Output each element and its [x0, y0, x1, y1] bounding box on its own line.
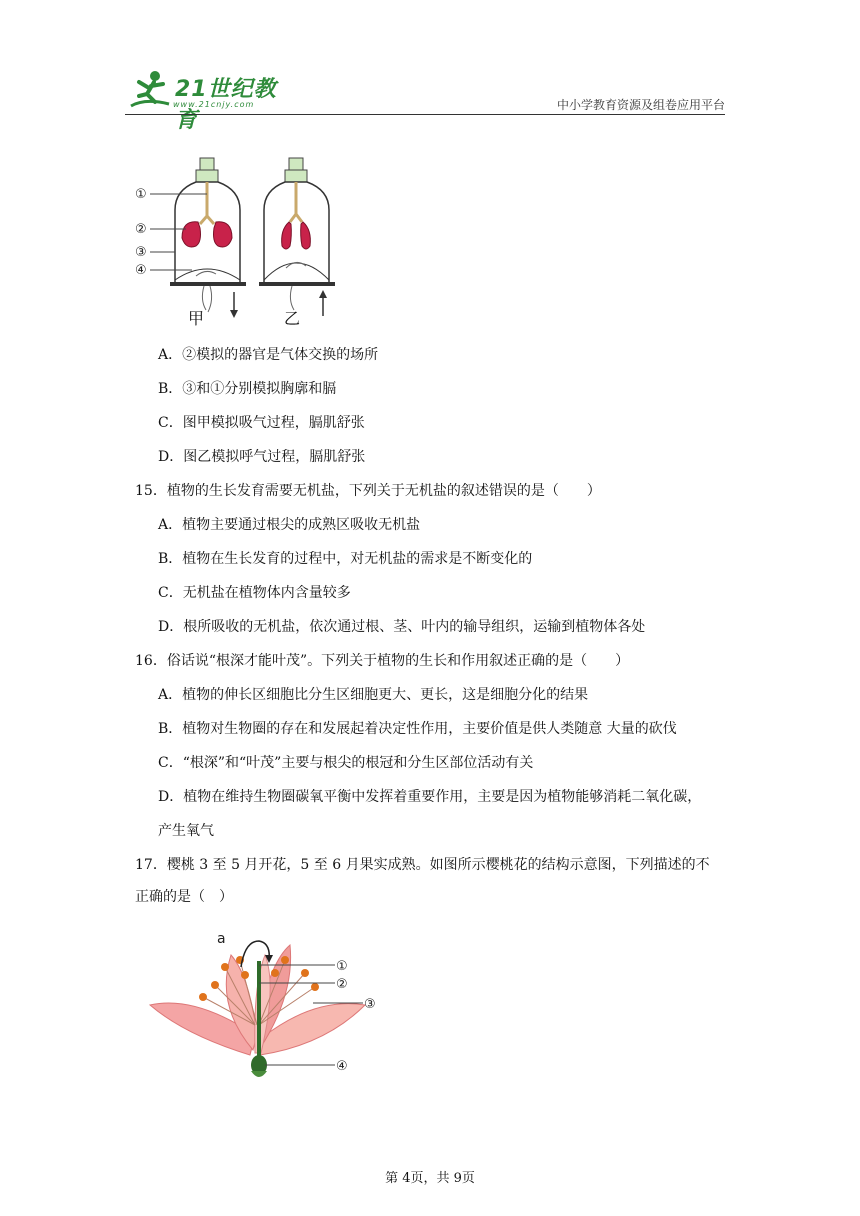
q15-option-b: B．植物在生长发育的过程中，对无机盐的需求是不断变化的	[158, 551, 533, 567]
flower-label-2: ②	[336, 977, 348, 992]
page-number: 第 4页，共 9页	[385, 1171, 475, 1186]
page-header	[125, 68, 725, 133]
q17-stem-line2: 正确的是（ ）	[135, 889, 233, 905]
q16-option-d: D．植物在维持生物圈碳氧平衡中发挥着重要作用，主要是因为植物能够消耗二氧化碳，	[158, 789, 702, 805]
logo-url: www.21cnjy.com	[173, 100, 255, 109]
logo	[125, 68, 295, 133]
platform-name: 中小学教育资源及组卷应用平台	[556, 98, 725, 112]
q16-option-c: C．“根深”和“叶茂”主要与根尖的根冠和分生区部位活动有关	[158, 755, 534, 771]
jar-jia	[170, 158, 246, 318]
runner-icon	[125, 68, 175, 116]
label-a: a	[217, 931, 226, 947]
q15-stem: 15．植物的生长发育需要无机盐，下列关于无机盐的叙述错误的是（ ）	[135, 483, 601, 499]
q14-option-a: A．②模拟的器官是气体交换的场所	[158, 347, 379, 363]
label-yi: 乙	[284, 309, 301, 328]
label-4: ④	[135, 263, 147, 278]
lung-model-figure	[130, 150, 350, 335]
q14-option-d: D．图乙模拟呼气过程，膈肌舒张	[158, 449, 366, 465]
label-2: ②	[135, 222, 147, 237]
q17-stem-line1: 17．樱桃 3 至 5 月开花，5 至 6 月果实成熟。如图所示樱桃花的结构示意图，下列描述的不	[135, 857, 710, 873]
flower-label-4: ④	[336, 1059, 348, 1074]
q16-option-a: A．植物的伸长区细胞比分生区细胞更大、更长，这是细胞分化的结果	[158, 687, 589, 703]
q15-option-d: D．根所吸收的无机盐，依次通过根、茎、叶内的输导组织，运输到植物体各处	[158, 619, 646, 635]
q15-option-c: C．无机盐在植物体内含量较多	[158, 585, 351, 601]
q16-option-d-continued: 产生氧气	[158, 823, 214, 839]
logo-text: 21世纪教育	[175, 77, 277, 133]
header-rule	[125, 114, 725, 115]
flower-label-3: ③	[364, 997, 376, 1012]
flower-label-1: ①	[336, 959, 348, 974]
q14-option-c: C．图甲模拟吸气过程，膈肌舒张	[158, 415, 365, 431]
q16-stem: 16．俗话说“根深才能叶茂”。下列关于植物的生长和作用叙述正确的是（ ）	[135, 653, 630, 669]
label-1: ①	[135, 187, 147, 202]
q14-option-b: B．③和①分别模拟胸廓和膈	[158, 381, 337, 397]
label-3: ③	[135, 245, 147, 260]
cherry-flower-figure	[145, 925, 395, 1090]
label-jia: 甲	[188, 309, 205, 328]
jar-yi	[259, 158, 335, 316]
q15-option-a: A．植物主要通过根尖的成熟区吸收无机盐	[158, 517, 421, 533]
q16-option-b: B．植物对生物圈的存在和发展起着决定性作用，主要价值是供人类随意 大量的砍伐	[158, 721, 677, 737]
